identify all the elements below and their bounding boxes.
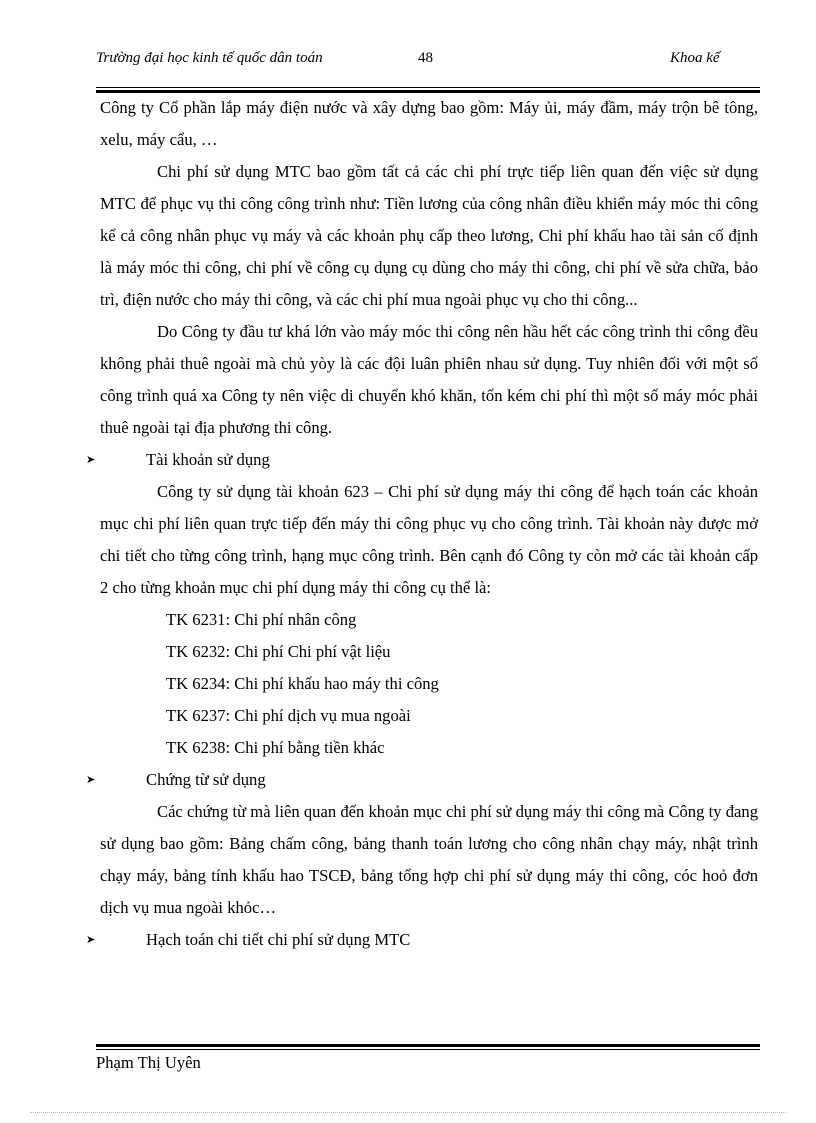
account-item: TK 6238: Chi phí bằng tiền khác bbox=[166, 738, 385, 757]
arrow-bullet-icon: ➤ bbox=[86, 773, 96, 786]
page-number: 48 bbox=[418, 50, 433, 66]
account-item: TK 6231: Chi phí nhân công bbox=[166, 610, 357, 629]
page-bottom-dotted-line bbox=[30, 1112, 786, 1113]
arrow-bullet-icon: ➤ bbox=[86, 453, 96, 466]
footer-rule-thin bbox=[96, 1049, 760, 1050]
bullet-documents bbox=[86, 764, 758, 796]
bullet-detail-accounting-label: Hạch toán chi tiết chi phí sử dụng MTC bbox=[146, 930, 411, 949]
bullet-documents-label: Chứng từ sử dụng bbox=[146, 770, 266, 789]
paragraph-equipment: Công ty Cổ phần lắp máy điện nước và xây dựng bao gồm: Máy ủi, máy đầm, máy trộn bê tông, xelu, máy cẩu, … bbox=[100, 98, 758, 149]
account-item: TK 6237: Chi phí dịch vụ mua ngoài bbox=[166, 706, 411, 725]
paragraph-mtc-costs: Chi phí sử dụng MTC bao gồm tất cả các chi phí trực tiếp liên quan đến việc sử dụng MTC để phục vụ thi công công trình như: Tiền lương của công nhân điều khiển máy móc thi công kể cả công nhân phục vụ máy và các khoản phụ cấp theo lương, Chi phí khấu hao tài sản cố định là máy móc thi công, chi phí về công cụ dụng cụ dùng cho máy thi công, chi phí về sửa chữa, bảo trì, điện nước cho máy thi công, và các chi phí mua ngoài phục vụ cho thi công... bbox=[100, 162, 758, 309]
page-body bbox=[86, 92, 758, 956]
page-header bbox=[96, 50, 760, 86]
footer-author: Phạm Thị Uyên bbox=[96, 1053, 201, 1072]
paragraph-documents: Các chứng từ mà liên quan đến khoản mục chi phí sử dụng máy thi công mà Công ty đang sử dụng bao gồm: Bảng chấm công, bảng thanh toán lương cho công nhân chạy máy, nhật trình chạy máy, bảng tính khấu hao TSCĐ, bảng tổng hợp chi phí sử dụng máy thi công, cóc hoỏ đơn dịch vụ mua ngoài khỏc… bbox=[100, 802, 758, 917]
arrow-bullet-icon: ➤ bbox=[86, 933, 96, 946]
paragraph-investment: Do Công ty đầu tư khá lớn vào máy móc thi công nên hầu hết các công trình thi công đều không phải thuê ngoài mà chủ yòy là các đội luân phiên nhau sử dụng. Tuy nhiên đối với một số công trình quá xa Công ty nên việc di chuyển khó khăn, tốn kém chi phí thì một số máy móc phải thuê ngoài tại địa phương thi công. bbox=[100, 322, 758, 437]
header-university: Trường đại học kinh tế quốc dân toán bbox=[96, 50, 323, 66]
account-item: TK 6232: Chi phí Chi phí vật liệu bbox=[166, 642, 391, 661]
header-faculty: Khoa kế bbox=[670, 50, 720, 66]
bullet-accounts-label: Tài khoản sử dụng bbox=[146, 450, 270, 469]
header-rule-thin bbox=[96, 87, 760, 88]
paragraph-account-623: Công ty sử dụng tài khoản 623 – Chi phí sử dụng máy thi công để hạch toán các khoản mục chi phí liên quan trực tiếp đến máy thi công phục vụ cho công trình. Tài khoản này được mở chi tiết cho từng công trình, hạng mục công trình. Bên cạnh đó Công ty còn mở các tài khoản cấp 2 cho từng khoản mục chi phí dụng máy thi công cụ thể là: bbox=[100, 482, 758, 597]
footer-rule-thick bbox=[96, 1044, 760, 1047]
bullet-accounts bbox=[86, 444, 758, 476]
bullet-detail-accounting bbox=[86, 924, 758, 956]
account-item: TK 6234: Chi phí khấu hao máy thi công bbox=[166, 674, 439, 693]
